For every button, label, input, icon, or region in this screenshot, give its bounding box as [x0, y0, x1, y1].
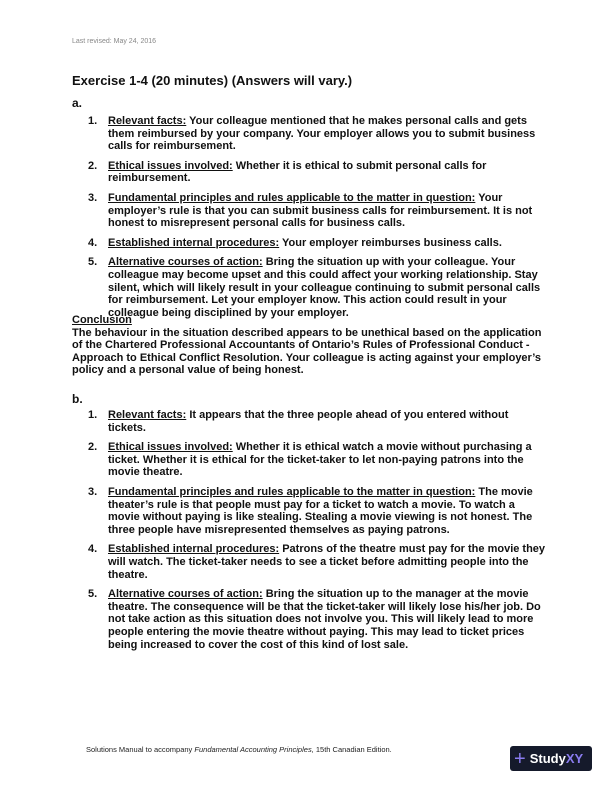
- list-item: [72, 192, 548, 230]
- item-heading: Relevant facts:: [108, 409, 187, 421]
- footer: [86, 745, 392, 754]
- item-text: Bring the situation up with your colleague. Your colleague may become upset and this could affect your working relationship. Stay silent, which will likely result in your colleague continuing to submit personal calls for reimbursement. Let your employer know. This action could result in your colleague being disciplined by your employer.: [108, 256, 541, 319]
- item-text: The movie theater’s rule is that people must pay for a ticket to watch a movie. To watch a movie without paying is like stealing. Stealing a movie viewing is not honest. The three people have misrepresented themselves as paying patrons.: [108, 485, 533, 536]
- list-item: [72, 441, 548, 479]
- last-revised: Last revised: May 24, 2016: [72, 38, 157, 45]
- conclusion-text: The behaviour in the situation described appears to be unethical based on the application of the Chartered Professional Accountants of Ontario’s Rules of Professional Conduct - Approach to Ethical Conflict Resolution. Your colleague is acting against your employer’s policy and a personal value of being honest.: [72, 326, 542, 377]
- footer-text: Solutions Manual to accompany: [86, 745, 195, 754]
- item-text: Your employer’s rule is that you can submit business calls for reimbursement. It is not honest to misrepresent personal calls for business calls.: [108, 191, 533, 230]
- item-number: 2.: [88, 441, 98, 454]
- list-item: [72, 543, 548, 581]
- item-number: 4.: [88, 236, 98, 249]
- item-text: Whether it is ethical to submit personal calls for reimbursement.: [108, 159, 487, 185]
- item-number: 1.: [88, 409, 98, 421]
- item-number: 5.: [88, 256, 98, 269]
- part-a-label: a.: [72, 96, 83, 110]
- item-heading: Established internal procedures:: [108, 236, 280, 249]
- part-a-list: [72, 115, 548, 326]
- item-heading: Ethical issues involved:: [108, 159, 233, 172]
- part-b-label: b.: [72, 392, 83, 406]
- logo-text: Study: [529, 751, 566, 766]
- item-text: Bring the situation up to the manager at the movie theatre. The consequence will be that the ticket-taker will likely lose his/her job. Do not take action as this situation does not involve you. This will likely lead to more people entering the movie theatre without paying. This may lead to ticket prices being increased to cover the cost of this kind of lost sale.: [108, 588, 541, 651]
- conclusion: [72, 314, 548, 377]
- item-number: 4.: [88, 543, 98, 556]
- list-item: [72, 237, 548, 250]
- item-text: Your colleague mentioned that he makes personal calls and gets them reimbursed by your company. Your employer allows you to submit business calls for reimbursement.: [108, 115, 536, 153]
- item-heading: Alternative courses of action:: [108, 256, 263, 269]
- list-item: [72, 115, 548, 153]
- exercise-title: Exercise 1-4 (20 minutes) (Answers will vary.): [72, 73, 353, 88]
- item-heading: Ethical issues involved:: [108, 441, 233, 454]
- item-number: 2.: [88, 159, 98, 172]
- part-b-list: [72, 409, 548, 658]
- item-text: Your employer reimburses business calls.: [279, 236, 502, 249]
- item-text: Whether it is ethical watch a movie without purchasing a ticket. Whether it is ethical for the ticket-taker to let non-paying patrons into the movie theatre.: [108, 441, 532, 479]
- item-number: 3.: [88, 191, 98, 204]
- item-number: 1.: [88, 115, 98, 127]
- item-heading: Fundamental principles and rules applicable to the matter in question:: [108, 191, 476, 204]
- item-heading: Alternative courses of action:: [108, 588, 263, 601]
- item-number: 5.: [88, 588, 98, 601]
- item-heading: Established internal procedures:: [108, 543, 280, 556]
- list-item: [72, 160, 548, 185]
- item-heading: Fundamental principles and rules applicable to the matter in question:: [108, 485, 476, 498]
- item-text: It appears that the three people ahead of you entered without tickets.: [108, 409, 509, 434]
- item-text: Patrons of the theatre must pay for the movie they will watch. The ticket-taker needs to see a ticket before admitting people into the theatre.: [108, 543, 546, 581]
- list-item: [72, 256, 548, 319]
- footer-edition: 15th Canadian Edition.: [313, 745, 392, 754]
- footer-book: Fundamental Accounting Principles,: [194, 745, 314, 754]
- list-item: [72, 486, 548, 536]
- list-item: [72, 409, 548, 434]
- logo-text-accent: XY: [565, 751, 584, 766]
- item-heading: Relevant facts:: [108, 115, 187, 127]
- studyxy-logo[interactable]: [510, 746, 592, 771]
- list-item: [72, 588, 548, 651]
- conclusion-heading: Conclusion: [72, 314, 132, 326]
- item-number: 3.: [88, 485, 98, 498]
- plus-icon: +: [514, 747, 526, 770]
